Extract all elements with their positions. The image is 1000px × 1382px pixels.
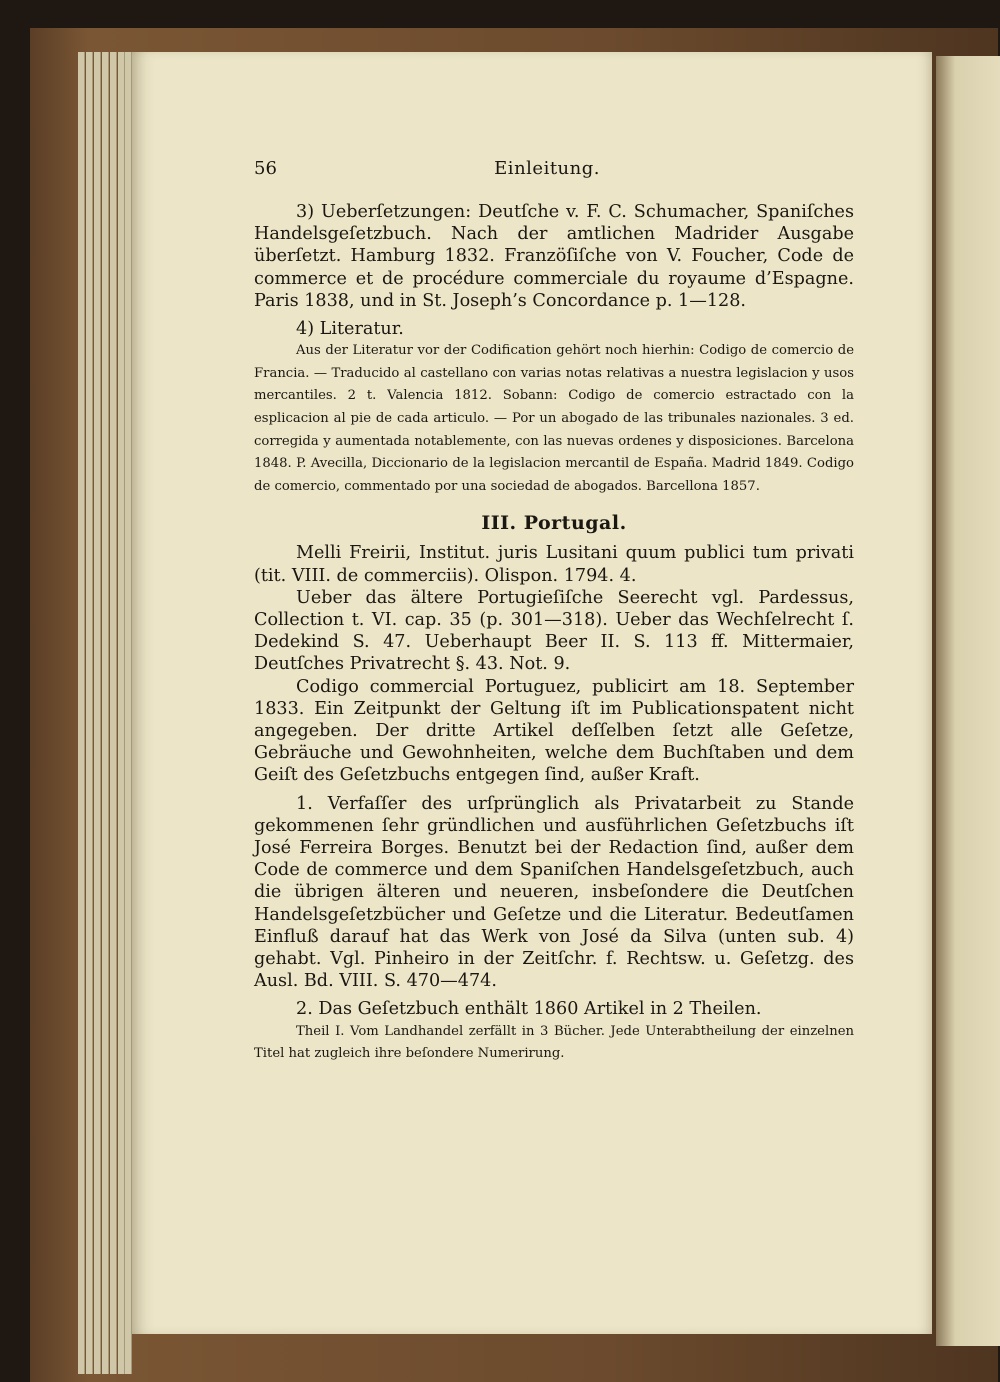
facing-page-edge — [936, 56, 1000, 1346]
literature-note: Aus der Literatur vor der Codification gehört noch hierhin: Codigo de comercio de Francia. — Traducido al castellano con varias notas relativas a nuestra legislacion y usos mercantiles. 2 t. Valencia 1812. Sobann: Codigo de comercio estractado con la esplicacion al pie de cada articulo. — Por un abogado de las tribunales nazionales. 3 ed. corregida y aumentada notablemente, con las nuevas ordenes y disposiciones. Barcelona 1848. P. Avecilla, Diccionario de la legislacion mercantil de España. Madrid 1849. Codigo de comercio, commentado por una sociedad de abogados. Barcellona 1857. — [254, 343, 854, 494]
paragraph-melli: Melli Freirii, Institut. juris Lusitani quum publici tum privati (tit. VIII. de commerciis). Olispon. 1794. 4. — [254, 543, 854, 586]
page-number: 56 — [254, 158, 277, 179]
paragraph-codigo: Codigo commercial Portuguez, publicirt am 18. September 1833. Ein Zeitpunkt der Geltung iſt im Publicationspatent nicht angegeben. Der dritte Artikel deſſelben ſetzt alle Geſetze, Gebräuche und Gewohnheiten, welche dem Buchſtaben und dem Geiſt des Geſetzbuchs entgegen ſind, außer Kraft. — [254, 676, 854, 786]
page-edge — [118, 52, 125, 1374]
page-edge — [86, 52, 93, 1374]
page-edge — [102, 52, 109, 1374]
section-heading: III. Portugal. — [481, 512, 627, 535]
page-edge — [125, 52, 132, 1374]
paragraph-articles: 2. Das Geſetzbuch enthält 1860 Artikel in 2 Theilen. — [296, 999, 762, 1020]
page-edge — [78, 52, 85, 1374]
page-content — [254, 158, 854, 1066]
page-header — [254, 158, 600, 179]
paragraph-translations: 3) Ueberſetzungen: Deutſche v. F. C. Schumacher, Spaniſches Handelsgeſetzbuch. Nach der amtlichen Madrider Ausgabe überſetzt. Hamburg 1832. Franzöſiſche von V. Foucher, Code de commerce et de procédure commerciale du royaume d’Espagne. Paris 1838, und in St. Joseph’s Concordance p. 1—128. — [254, 202, 854, 311]
paragraph-seerecht: Ueber das ältere Portugieſiſche Seerecht vgl. Pardessus, Collection t. VI. cap. 35 (p. 301—318). Ueber das Wechſelrecht ſ. Dedekind S. 47. Ueberhaupt Beer II. S. 113 ff. Mittermaier, Deutſches Privatrecht §. 43. Not. 9. — [254, 587, 854, 675]
literature-heading: 4) Literatur. — [296, 319, 404, 340]
page-edge — [110, 52, 117, 1374]
paragraph-authorship: 1. Verfaſſer des urſprünglich als Privatarbeit zu Stande gekommenen ſehr gründlichen und ausführlichen Geſetzbuchs iſt José Ferreira Borges. Benutzt bei der Redaction ſind, außer dem Code de commerce und dem Spaniſchen Handelsgeſetzbuch, auch die übrigen älteren und neueren, insbeſondere die Deutſchen Handelsgeſetzbücher und Geſetze und die Literatur. Bedeutſamen Einfluß darauf hat das Werk von José da Silva (unten sub. 4) gehabt. Vgl. Pinheiro in der Zeitſchr. f. Rechtsw. u. Geſetzg. des Ausl. Bd. VIII. S. 470—474. — [254, 793, 854, 992]
paragraph-theil: Theil I. Vom Landhandel zerfällt in 3 Bücher. Jede Unterabtheilung der einzelnen Titel hat zugleich ihre beſondere Numerirung. — [254, 1023, 854, 1062]
running-title: Einleitung. — [494, 158, 600, 179]
page-edge — [94, 52, 101, 1374]
